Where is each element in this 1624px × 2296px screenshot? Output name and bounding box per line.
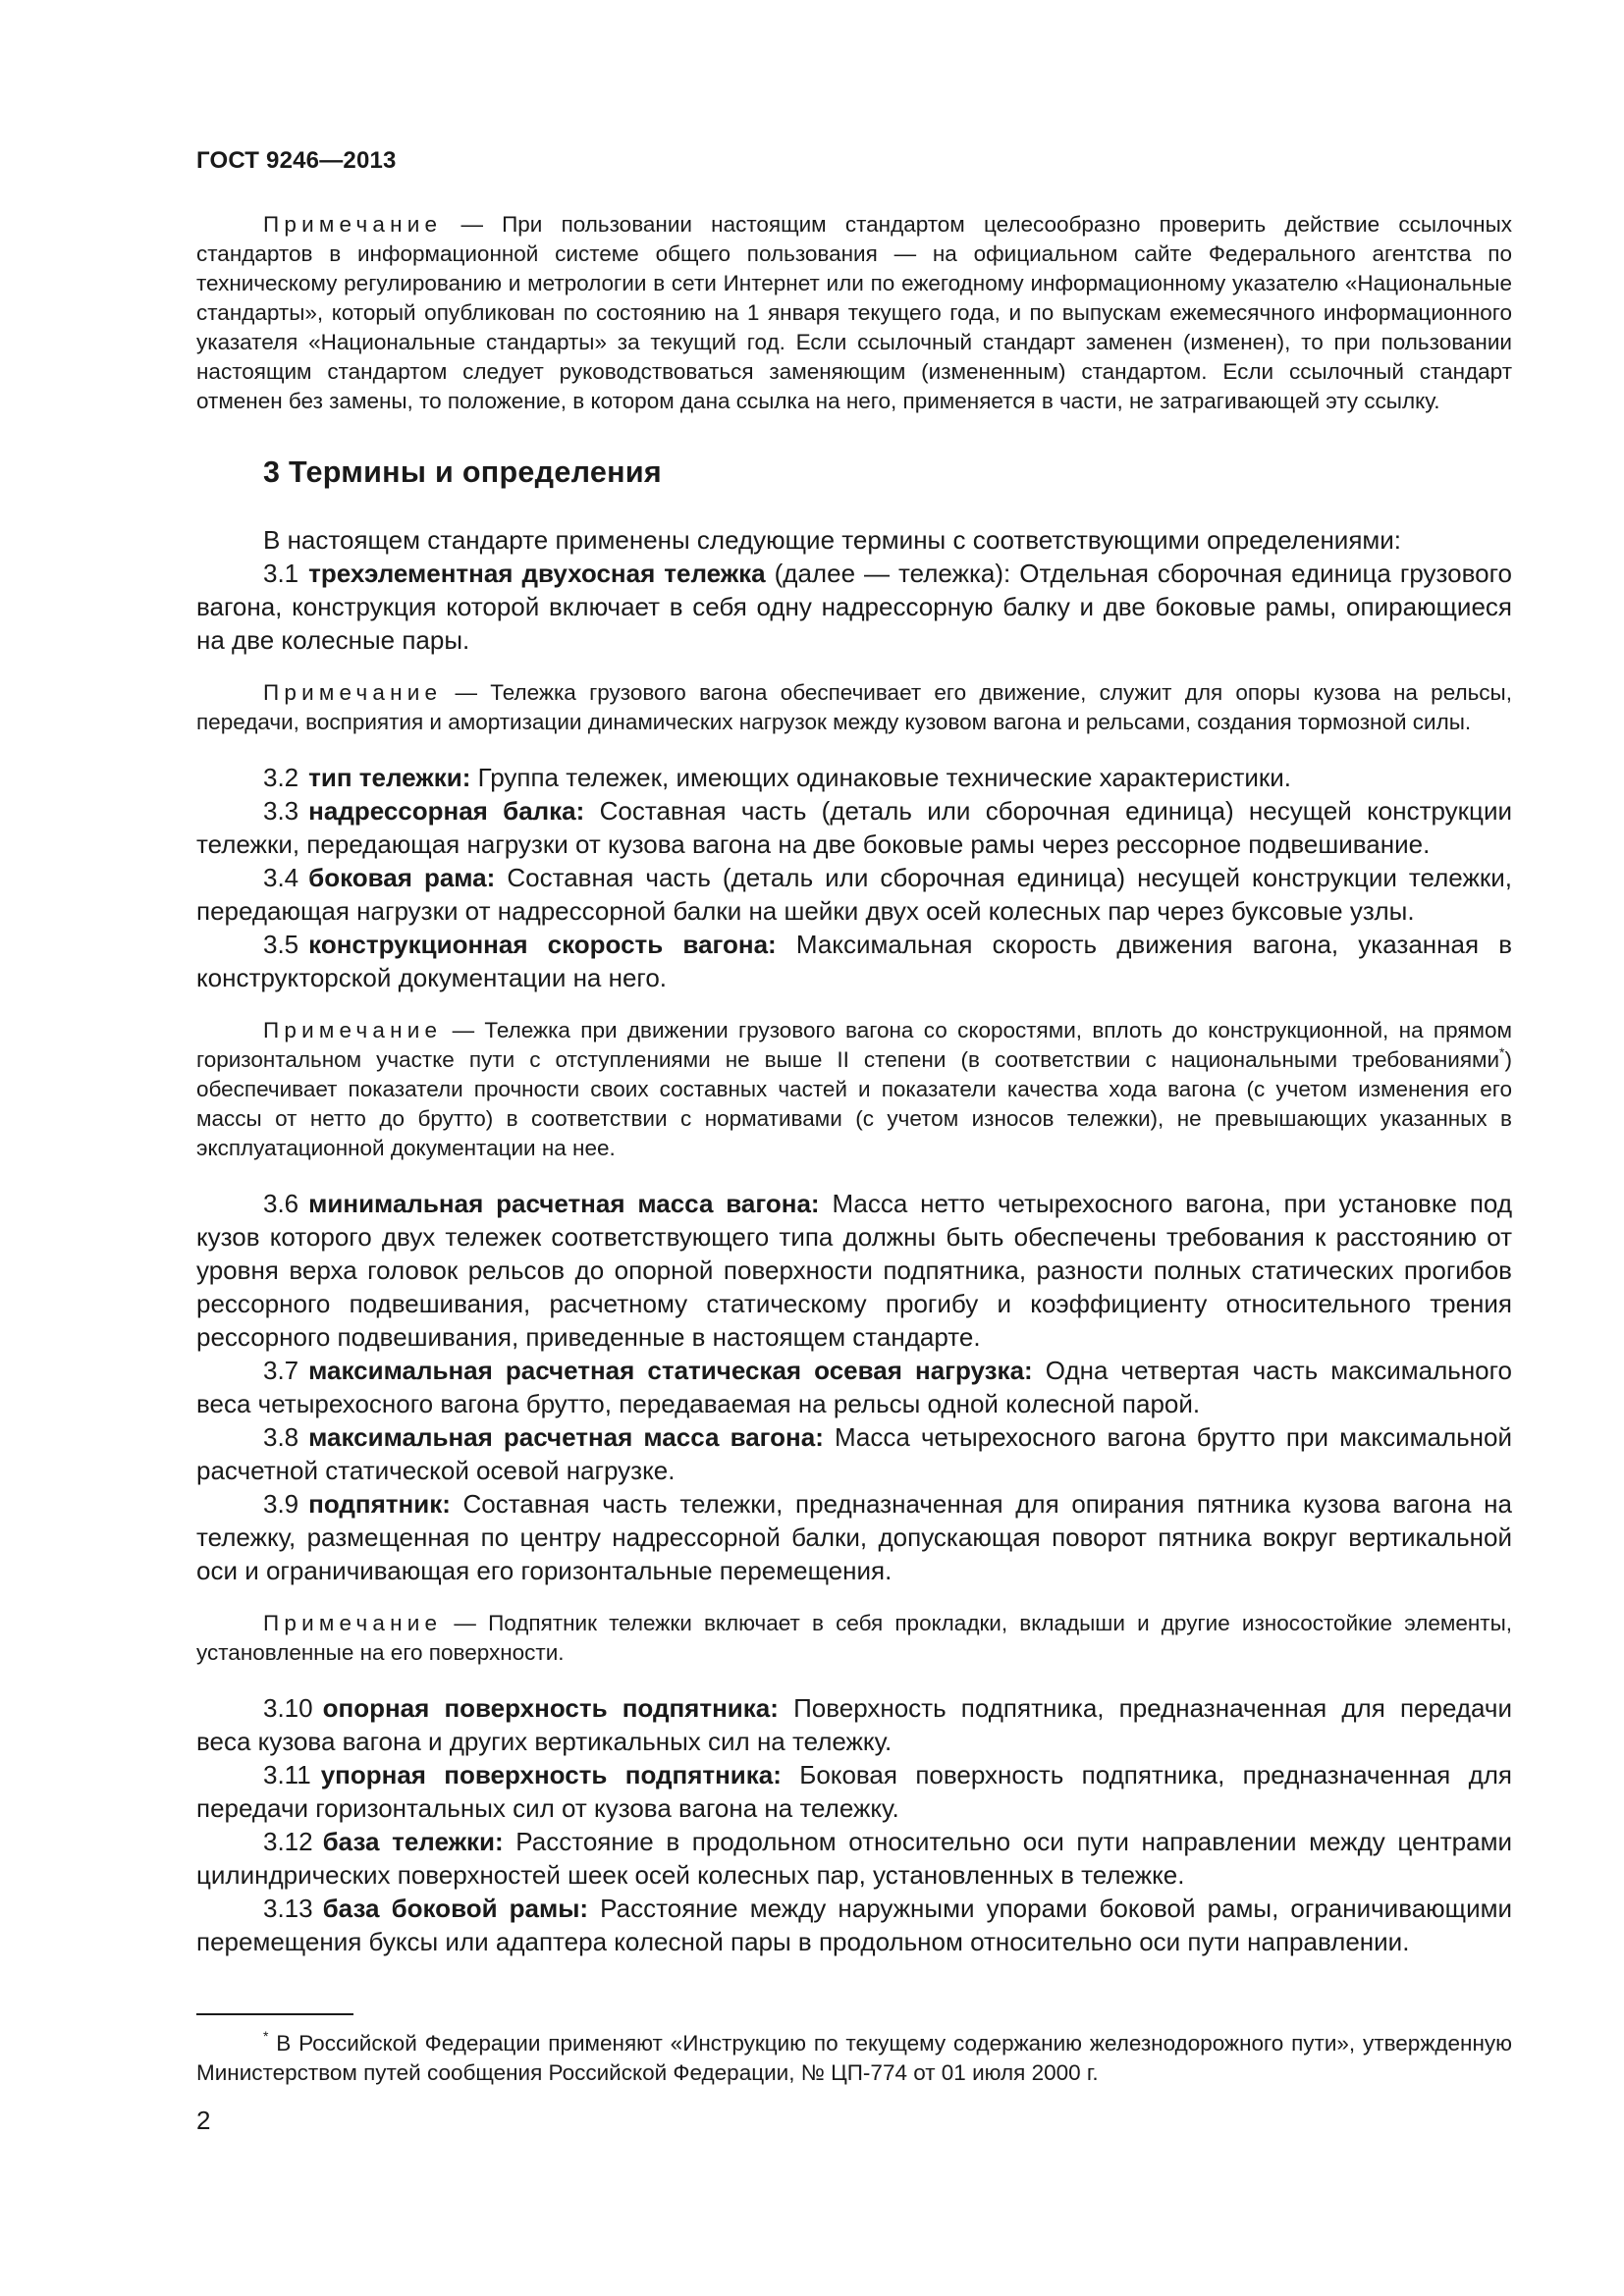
document-code: ГОСТ 9246—2013 [196, 147, 397, 174]
intro-note [196, 210, 1512, 416]
note-text: — Тележка грузового вагона обеспечивает его движение, служит для опоры кузова на рельсы, передачи, восприятия и амортизации динамических нагрузок между кузовом вагона и рельсами, создания тормозной силы. [196, 680, 1512, 734]
page-number: 2 [196, 2106, 211, 2135]
term-number: 3.3 [263, 796, 299, 826]
term-3-2 [196, 761, 1512, 794]
term-definition: Одна четвертая часть максимального веса четырехосного вагона брутто, передаваемая на рельсы одной колесной парой. [196, 1356, 1513, 1418]
term-3-1 [196, 557, 1512, 657]
term-definition: Поверхность подпятника, предназначенная для передачи веса кузова вагона и других вертикальных сил на тележку. [196, 1693, 1512, 1756]
footnote-marker: * [1499, 1044, 1505, 1060]
note-3-1 [196, 678, 1512, 737]
footnote [196, 2029, 1512, 2088]
note-text: — Подпятник тележки включает в себя прокладки, вкладыши и другие износостойкие элементы, установленные на его поверхности. [196, 1611, 1512, 1665]
term-3-5 [196, 928, 1512, 994]
term-name: упорная поверхность подпятника: [320, 1760, 782, 1789]
term-definition: Расстояние между наружными упорами боковой рамы, ограничивающими перемещения буксы или адаптера колесной пары в продольном относительно оси пути направлении. [196, 1894, 1512, 1956]
term-number: 3.12 [263, 1827, 313, 1856]
term-definition: Расстояние в продольном относительно оси пути направлении между центрами цилиндрических поверхностей шеек осей колесных пар, установленных в тележке. [196, 1827, 1512, 1890]
term-name: минимальная расчетная масса вагона: [308, 1189, 820, 1218]
term-definition: Составная часть (деталь или сборочная единица) несущей конструкции тележки, передающая нагрузки от надрессорной балки на шейки двух осей колесных пар через буксовые узлы. [196, 863, 1512, 926]
term-name: трехэлементная двухосная тележка [308, 559, 766, 588]
term-3-4 [196, 861, 1512, 928]
footnote-text: В Российской Федерации применяют «Инструкцию по текущему содержанию железнодорожного пути», утвержденную Министерством путей сообщения Российской Федерации, № ЦП-774 от 01 июля 2000 г. [196, 2031, 1512, 2085]
term-definition: Масса нетто четырехосного вагона, при установке под кузов которого двух тележек соответствующего типа должны быть обеспечены требования к расстоянию от уровня верха головок рельсов до опорной поверхности подпятника, разности полных статических прогибов рессорного подвешивания, расчетному статическому прогибу и коэффициенту относительного трения рессорного подвешивания, приведенные в настоящем стандарте. [196, 1189, 1512, 1352]
term-definition: Максимальная скорость движения вагона, указанная в конструкторской документации на него. [196, 930, 1513, 992]
term-name: база боковой рамы: [322, 1894, 589, 1923]
term-name: опорная поверхность подпятника: [322, 1693, 779, 1723]
term-3-7 [196, 1354, 1512, 1420]
note-label: Примечание [263, 1611, 443, 1635]
term-3-8 [196, 1420, 1512, 1487]
note-label: Примечание [263, 212, 443, 237]
term-name: подпятник: [308, 1489, 451, 1519]
term-3-6 [196, 1187, 1512, 1354]
section-intro: В настоящем стандарте применены следующие термины с соответствующими определениями: [263, 525, 1402, 555]
note-label: Примечание [263, 1018, 443, 1042]
term-name: тип тележки: [308, 763, 471, 792]
term-number: 3.4 [263, 863, 299, 892]
document-page [196, 147, 1512, 2136]
term-number: 3.8 [263, 1422, 299, 1452]
footnote-marker: * [263, 2028, 269, 2044]
term-number: 3.7 [263, 1356, 299, 1385]
term-definition: Составная часть (деталь или сборочная единица) несущей конструкции тележки, передающая нагрузки от кузова вагона на две боковые рамы через рессорное подвешивание. [196, 796, 1512, 859]
term-number: 3.5 [263, 930, 299, 959]
term-name: база тележки: [322, 1827, 504, 1856]
term-name: максимальная расчетная масса вагона: [308, 1422, 824, 1452]
term-name: надрессорная балка: [308, 796, 585, 826]
term-3-13 [196, 1892, 1512, 1958]
term-name: боковая рама: [308, 863, 496, 892]
note-text: — При пользовании настоящим стандартом целесообразно проверить действие ссылочных стандартов в информационной системе общего пользования — на официальном сайте Федерального агентства по техническому регулированию и метрологии в сети Интернет или по ежегодному информационному указателю «Национальные стандарты», который опубликован по состоянию на 1 января текущего года, и по выпускам ежемесячного информационного указателя «Национальные стандарты» за текущий год. Если ссылочный стандарт заменен (изменен), то при пользовании настоящим стандартом следует руководствоваться заменяющим (измененным) стандартом. Если ссылочный стандарт отменен без замены, то положение, в котором дана ссылка на него, применяется в части, не затрагивающей эту ссылку. [196, 212, 1512, 413]
term-number: 3.11 [263, 1760, 311, 1789]
term-number: 3.10 [263, 1693, 313, 1723]
note-3-5 [196, 1016, 1512, 1163]
term-number: 3.2 [263, 763, 299, 792]
term-3-9 [196, 1487, 1512, 1587]
term-number: 3.1 [263, 559, 299, 588]
term-name: максимальная расчетная статическая осевая нагрузка: [308, 1356, 1033, 1385]
term-definition: Боковая поверхность подпятника, предназначенная для передачи горизонтальных сил от кузова вагона на тележку. [196, 1760, 1512, 1823]
term-number: 3.9 [263, 1489, 299, 1519]
note-text-after: ) обеспечивает показатели прочности своих составных частей и показатели качества хода вагона (с учетом изменения его массы от нетто до брутто) в соответствии с нормативами (с учетом износов тележки), не превышающих указанных в эксплуатационной документации на нее. [196, 1047, 1512, 1160]
term-number: 3.6 [263, 1189, 299, 1218]
term-definition: Масса четырехосного вагона брутто при максимальной расчетной статической осевой нагрузке. [196, 1422, 1512, 1485]
note-3-9 [196, 1609, 1512, 1668]
term-definition: Составная часть тележки, предназначенная для опирания пятника кузова вагона на тележку, размещенная по центру надрессорной балки, допускающая поворот пятника вокруг вертикальной оси и ограничивающая его горизонтальные перемещения. [196, 1489, 1512, 1585]
term-number: 3.13 [263, 1894, 313, 1923]
term-definition: Группа тележек, имеющих одинаковые технические характеристики. [470, 763, 1292, 792]
note-text-before: — Тележка при движении грузового вагона со скоростями, вплоть до конструкционной, на прямом горизонтальном участке пути с отступлениями не выше II степени (в соответствии с национальными требованиями [196, 1018, 1512, 1072]
section-title: 3 Термины и определения [263, 455, 662, 489]
footnote-divider [196, 2013, 353, 2015]
term-3-11 [196, 1758, 1512, 1825]
term-3-12 [196, 1825, 1512, 1892]
term-3-3 [196, 794, 1512, 861]
term-name: конструкционная скорость вагона: [308, 930, 777, 959]
term-3-10 [196, 1691, 1512, 1758]
note-label: Примечание [263, 680, 443, 705]
term-definition: (далее — тележка): Отдельная сборочная единица грузового вагона, конструкция которой включает в себя одну надрессорную балку и две боковые рамы, опирающиеся на две колесные пары. [196, 559, 1512, 655]
